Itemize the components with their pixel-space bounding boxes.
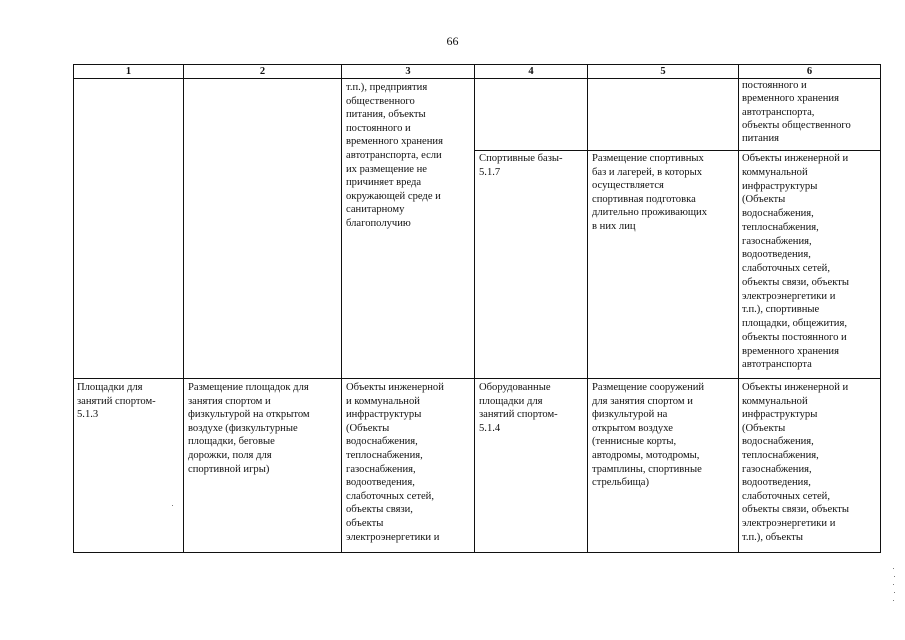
col-border-5 xyxy=(738,64,739,553)
cell-r3-c6: Объекты инженерной и коммунальной инфраструктуры (Объекты водоснабжения, теплоснабжения, газоснабжения, водоотведения, слаботочных сетей, объекты связи, объекты электроэнергетики и т.п.), объекты xyxy=(742,382,849,543)
col-border-2 xyxy=(341,64,342,553)
col-border-0 xyxy=(73,64,74,553)
header-col-4: 4 xyxy=(528,66,534,77)
cell-r3-c4: Оборудованные площадки для занятий спортом- 5.1.4 xyxy=(479,382,558,434)
header-col-3: 3 xyxy=(405,66,411,77)
cell-r3-c1: Площадки для занятий спортом- 5.1.3 xyxy=(77,382,156,421)
col-border-3 xyxy=(474,64,475,553)
header-col-1: 1 xyxy=(125,66,132,77)
cell-r2-c6: Объекты инженерной и коммунальной инфраструктуры (Объекты водоснабжения, теплоснабжения, газоснабжения, водоотведения, слаботочных сетей, объекты связи, объекты электроэнергетики и т.п.), спортивные площадки, общежития, объекты постоянного и временного хранения автотранспорта xyxy=(742,153,849,371)
cell-r3-c3: Объекты инженерной и коммунальной инфраструктуры (Объекты водоснабжения, теплоснабжения, газоснабжения, водоотведения, слаботочных сетей, объекты связи, объекты электроэнергетики и xyxy=(346,382,444,543)
cell-r2-c5: Размещение спортивных баз и лагерей, в которых осуществляется спортивная подготовка длительно проживающих в них лиц xyxy=(592,153,707,232)
cell-r2-c4: Спортивные базы- 5.1.7 xyxy=(479,153,563,178)
row-divider-c4-c6 xyxy=(474,150,881,151)
header-col-2: 2 xyxy=(259,66,266,77)
col-border-6 xyxy=(880,64,881,553)
cell-r1-c3: т.п.), предприятия общественного питания, объекты постоянного и временного хранения автотранспорта, если их размещение не причиняет вреда окружающей среде и санитарному благополучию xyxy=(346,82,443,229)
page-number: 66 xyxy=(446,34,459,48)
table-bottom-border xyxy=(73,552,881,553)
col-border-4 xyxy=(587,64,588,553)
col-border-1 xyxy=(183,64,184,553)
header-col-6: 6 xyxy=(806,66,813,77)
cell-r1-c6: постоянного и временного хранения автотранспорта, объекты общественного питания xyxy=(742,80,851,145)
table-top-border xyxy=(73,64,881,65)
header-col-5: 5 xyxy=(660,66,666,77)
cell-r3-c2: Размещение площадок для занятия спортом и физкультурой на открытом воздухе (физкультурные площадки, беговые дорожки, поля для спортивной игры) xyxy=(188,382,310,475)
cell-r3-c5: Размещение сооружений для занятия спортом и физкультурой на открытом воздухе (теннисные корты, автодромы, мотодромы, трамплины, спортивные стрельбища) xyxy=(592,382,705,489)
row-divider-full xyxy=(73,378,881,379)
